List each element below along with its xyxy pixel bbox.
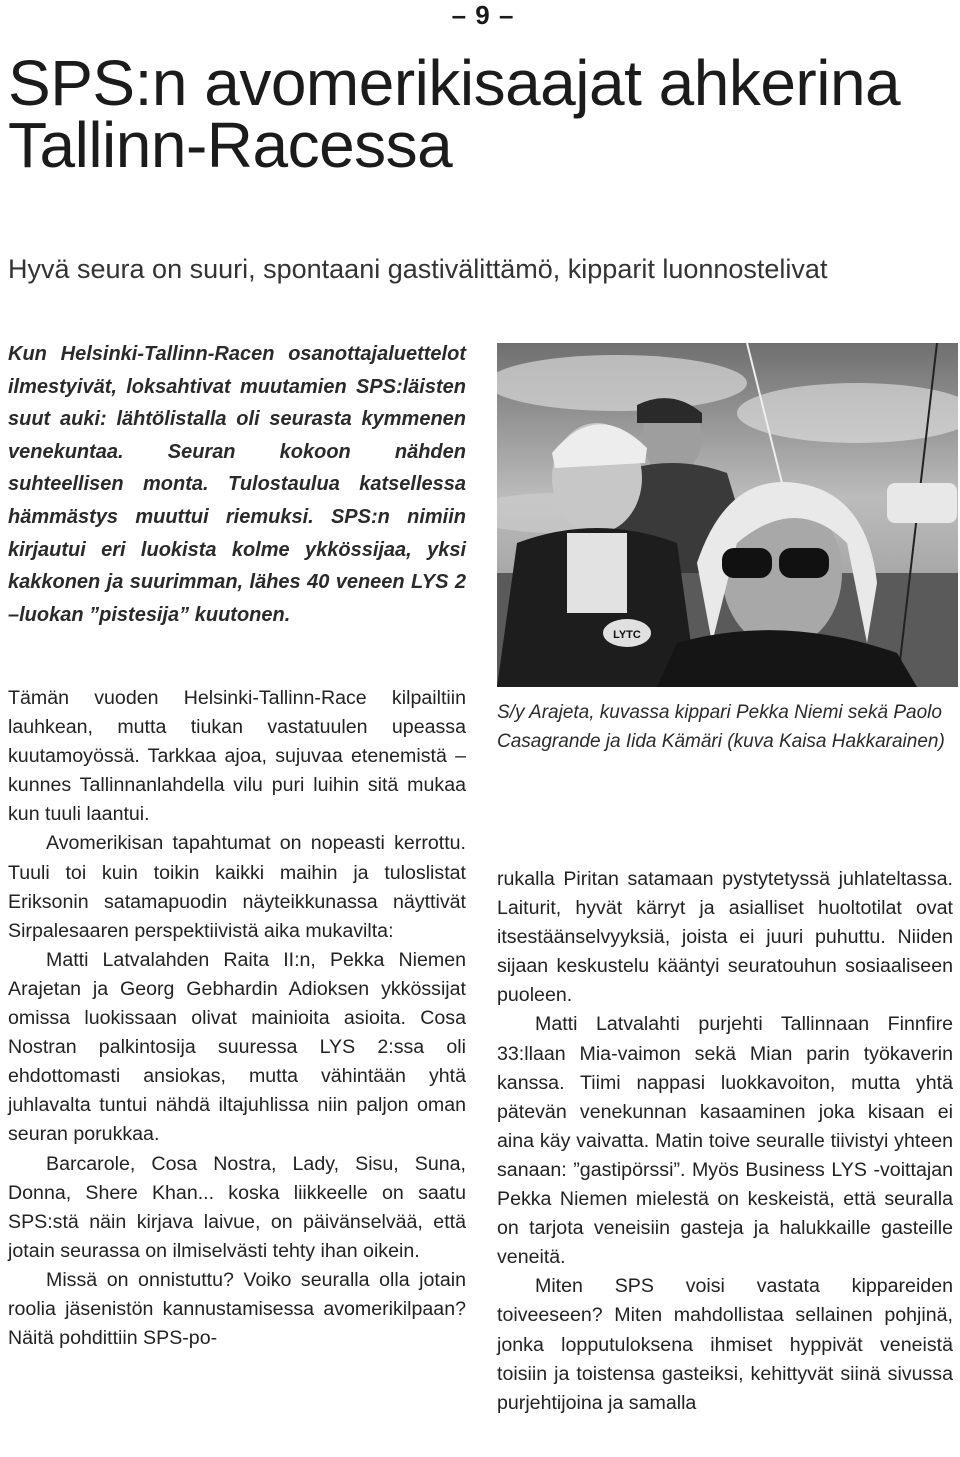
photo-caption: S/y Arajeta, kuvassa kippari Pekka Niemi sekä Paolo Casagrande ja Iida Kämäri (kuva Kaisa Hakkarainen): [497, 702, 945, 752]
body-paragraph: Matti Latvalahti purjehti Tallinnaan Finnfire 33:llaan Mia-vaimon sekä Mian parin työkaverin kanssa. Tiimi nappasi luokkavoiton, mutta yhtä pätevän venekunnan kasaaminen joka kisaan ei aina käy vaivatta. Matin toive seuralle tiivistyi yhteen sanaan: ”gastipörssi”. Myös Business LYS -voittajan Pekka Niemen mielestä on keskeistä, että seuralla on tarjota veneisiin gasteja ja halukkaille gasteille veneitä.: [497, 1013, 953, 1269]
body-paragraph: Miten SPS voisi vastata kippareiden toiveeseen? Miten mahdollistaa sellainen pohjinä, jonka lopputuloksena ihmiset hyppivät veneistä toisiin ja toistensa gasteiksi, kehittyvät siinä sivussa purjehtijoina ja samalla: [497, 1275, 953, 1414]
sailing-crew-photo: [497, 343, 958, 687]
page-number: – 9 –: [451, 0, 515, 30]
headline: SPS:n avomerikisaajat ahkerina Tallinn-Racessa: [8, 47, 901, 181]
body-paragraph: Barcarole, Cosa Nostra, Lady, Sisu, Suna, Donna, Shere Khan... koska liikkeelle on saatu SPS:stä näin kirjava laivue, on päivänselvää, että jotain seurassa on ilmiselvästi tehty ihan oikein.: [8, 1152, 466, 1262]
body-paragraph: Tämän vuoden Helsinki-Tallinn-Race kilpailtiin lauhkean, mutta tiukan vastatuulen upeassa kuutamoyössä. Tarkkaa ajoa, sujuvaa etenemistä – kunnes Tallinnanlahdella vilu puri luihin sitä mukaa kun tuuli laantui.: [8, 687, 466, 826]
body-paragraph: rukalla Piritan satamaan pystytetyssä juhlateltassa. Laiturit, hyvät kärryt ja asialliset huoltotilat ovat itsestäänselvyyksiä, joista ei juuri puhuttu. Niiden sijaan keskustelu kääntyi seuratouhun sosiaaliseen puoleen.: [497, 868, 953, 1007]
lifejacket-brand: LYTC: [613, 629, 641, 641]
body-paragraph: Matti Latvalahden Raita II:n, Pekka Niemen Arajetan ja Georg Gebhardin Adioksen ykkössijat omissa luokissaan olivat mainioita asioita. Cosa Nostran palkintosija suuressa LYS 2:ssa oli ehdottomasti ansiokas, mutta vähintään yhtä juhlavalta tuntui nähdä iltajuhlissa niin paljon oman seuran porukkaa.: [8, 948, 466, 1146]
photo-illustration: [497, 343, 958, 687]
subtitle: Hyvä seura on suuri, spontaani gastivälittämö, kipparit luonnostelivat: [8, 254, 828, 284]
body-column-right: [497, 865, 953, 1418]
body-column-left: [8, 684, 466, 1353]
body-paragraph: Missä on onnistuttu? Voiko seuralla olla jotain roolia jäsenistön kannustamisessa avomerikilpaan? Näitä pohdittiin SPS-po-: [8, 1268, 466, 1350]
lead-text: Kun Helsinki-Tallinn-Racen osanottajaluettelot ilmestyivät, loksahtivat muutamien SPS:läisten suut auki: lähtölistalla oli seurasta kymmenen venekuntaa. Seuran kokoon nähden suhteellisen monta. Tulostaulua katsellessa hämmästys muuttui riemuksi. SPS:n nimiin kirjautui eri luokista kolme ykkössijaa, yksi kakkonen ja suurimman, lähes 40 veneen LYS 2 –luokan ”pistesija” kuutonen.: [8, 343, 466, 626]
lead-paragraph: [8, 338, 466, 631]
body-paragraph: Avomerikisan tapahtumat on nopeasti kerrottu. Tuuli toi kuin toikin kaikki maihin ja tuloslistat Eriksonin satamapuodin näyteikkunassa näyttivät Sirpalesaaren perspektiivistä aika mukavilta:: [8, 832, 466, 942]
